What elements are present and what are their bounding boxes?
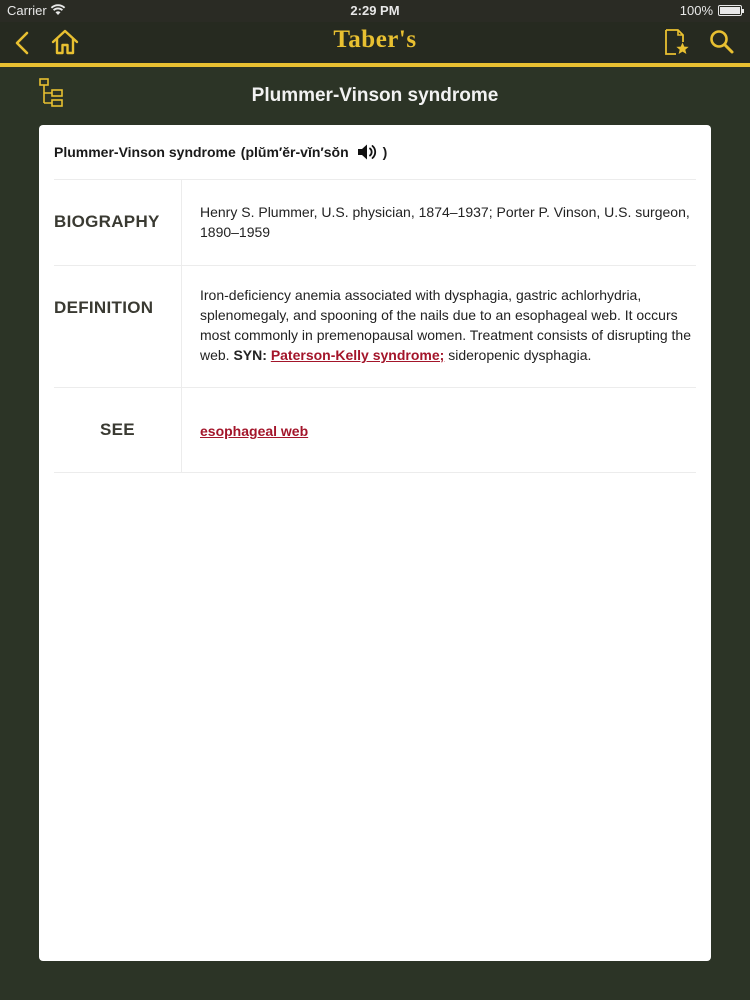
app-logo: Taber's (333, 26, 417, 53)
search-icon[interactable] (708, 28, 736, 56)
term-pronunciation: (plŭm′ĕr-vĭn′sŏn (240, 144, 349, 160)
carrier-label: Carrier (7, 3, 47, 18)
see-link-esophageal-web[interactable]: esophageal web (200, 423, 309, 439)
see-label-text: SEE (100, 420, 135, 439)
term-header (54, 143, 387, 161)
biography-label-text: BIOGRAPHY (54, 212, 160, 231)
see-content (200, 421, 696, 441)
definition-row (54, 266, 696, 388)
term-pronunciation-close: ) (382, 144, 388, 160)
status-bar (0, 0, 750, 22)
definition-label-text: DEFINITION (54, 298, 154, 317)
biography-text: Henry S. Plummer, U.S. physician, 1874–1937; Porter P. Vinson, U.S. surgeon, 1890–1959 (200, 204, 690, 240)
biography-row (54, 180, 696, 266)
definition-label (54, 266, 182, 387)
biography-label (54, 180, 182, 265)
syn-rest: sideropenic dysphagia. (448, 347, 592, 363)
title-row (0, 67, 750, 125)
page-title: Plummer-Vinson syndrome (251, 85, 499, 106)
see-label (54, 388, 182, 472)
status-time: 2:29 PM (350, 3, 400, 18)
definition-body: Iron-deficiency anemia associated with dysphagia, gastric achlorhydria, splenomegaly, and spooning of the nails due to an esophageal web. It occurs most commonly in premenopausal women. Treatment consists of disrupting the web. (200, 287, 692, 363)
nav-bar (0, 22, 750, 63)
battery-icon (718, 5, 742, 16)
speaker-icon[interactable] (357, 143, 379, 161)
term-name: Plummer-Vinson syndrome (54, 144, 236, 160)
entry-card (39, 125, 711, 961)
bookmark-star-icon[interactable] (663, 28, 691, 58)
battery-percent: 100% (679, 3, 713, 18)
see-row (54, 388, 696, 473)
syn-link-paterson-kelly[interactable]: Paterson-Kelly syndrome; (270, 347, 445, 363)
syn-label: SYN: (233, 347, 267, 363)
definition-text (200, 285, 696, 365)
